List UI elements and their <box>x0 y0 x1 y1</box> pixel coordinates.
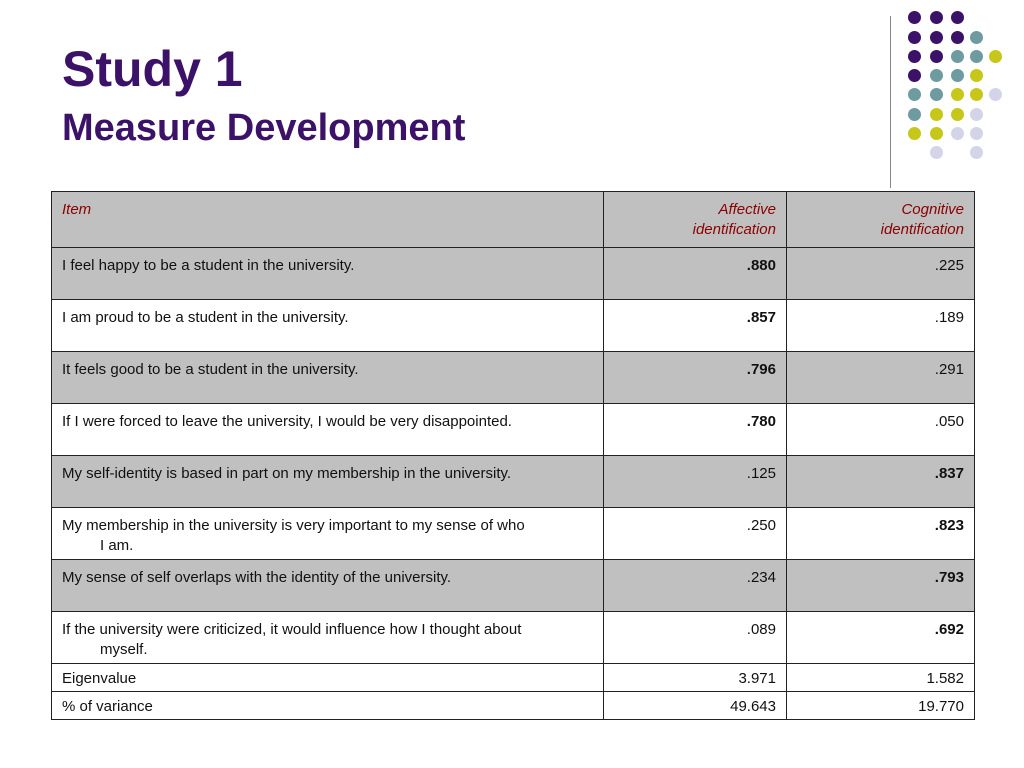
decorative-dot <box>908 88 921 101</box>
decorative-dot <box>930 50 943 63</box>
table-row <box>52 456 975 508</box>
decorative-dot <box>951 127 964 140</box>
decorative-dot <box>930 69 943 82</box>
item-cell: If the university were criticized, it would influence how I thought about myself. <box>52 612 604 664</box>
decorative-dot <box>930 88 943 101</box>
affective-loading: .089 <box>604 612 787 664</box>
affective-loading: .234 <box>604 560 787 612</box>
decorative-dot <box>970 127 983 140</box>
affective-stat: 3.971 <box>604 664 787 692</box>
decorative-dot <box>989 50 1002 63</box>
item-cell: If I were forced to leave the university, I would be very disappointed. <box>52 404 604 456</box>
decorative-dot <box>930 11 943 24</box>
affective-loading: .125 <box>604 456 787 508</box>
decorative-dot <box>930 146 943 159</box>
decorative-dot <box>970 50 983 63</box>
item-cell: I am proud to be a student in the university. <box>52 300 604 352</box>
table-body <box>52 248 975 720</box>
table-row <box>52 300 975 352</box>
cognitive-stat: 1.582 <box>787 664 975 692</box>
table-header-row <box>52 192 975 248</box>
cognitive-loading: .793 <box>787 560 975 612</box>
table-row <box>52 248 975 300</box>
item-cell: I feel happy to be a student in the university. <box>52 248 604 300</box>
item-cell: My self-identity is based in part on my membership in the university. <box>52 456 604 508</box>
table-row <box>52 664 975 692</box>
affective-stat: 49.643 <box>604 692 787 720</box>
affective-loading: .880 <box>604 248 787 300</box>
decorative-dot <box>951 108 964 121</box>
table-row <box>52 560 975 612</box>
slide-title: Study 1 <box>62 41 243 97</box>
decorative-dot <box>970 31 983 44</box>
affective-loading: .780 <box>604 404 787 456</box>
header-item: Item <box>52 192 604 248</box>
slide-subtitle: Measure Development <box>62 107 466 149</box>
decorative-dot <box>970 146 983 159</box>
affective-loading: .250 <box>604 508 787 560</box>
decorative-dot <box>908 50 921 63</box>
table-row <box>52 508 975 560</box>
cognitive-loading: .837 <box>787 456 975 508</box>
decorative-dot <box>951 31 964 44</box>
stat-label: % of variance <box>52 692 604 720</box>
decorative-dot <box>970 88 983 101</box>
decorative-dot <box>930 108 943 121</box>
decorative-dot <box>951 11 964 24</box>
title-block <box>62 40 465 152</box>
cognitive-loading: .050 <box>787 404 975 456</box>
decorative-dot <box>970 69 983 82</box>
decorative-dot <box>970 108 983 121</box>
table-row <box>52 404 975 456</box>
decorative-dot <box>908 69 921 82</box>
factor-loadings-table <box>51 191 975 720</box>
table-row <box>52 692 975 720</box>
header-cognitive: Cognitive identification <box>787 192 975 248</box>
table-row <box>52 612 975 664</box>
affective-loading: .796 <box>604 352 787 404</box>
decorative-divider <box>890 16 891 188</box>
decorative-dot <box>989 88 1002 101</box>
decorative-dot <box>908 11 921 24</box>
cognitive-loading: .225 <box>787 248 975 300</box>
item-cell: My membership in the university is very important to my sense of who I am. <box>52 508 604 560</box>
header-affective: Affective identification <box>604 192 787 248</box>
decorative-dot <box>908 108 921 121</box>
cognitive-loading: .291 <box>787 352 975 404</box>
decorative-dot <box>908 127 921 140</box>
item-cell: My sense of self overlaps with the identity of the university. <box>52 560 604 612</box>
cognitive-loading: .692 <box>787 612 975 664</box>
decorative-dot <box>951 88 964 101</box>
table-row <box>52 352 975 404</box>
cognitive-loading: .189 <box>787 300 975 352</box>
item-cell: It feels good to be a student in the university. <box>52 352 604 404</box>
decorative-dot <box>908 31 921 44</box>
decorative-dot <box>930 127 943 140</box>
cognitive-stat: 19.770 <box>787 692 975 720</box>
affective-loading: .857 <box>604 300 787 352</box>
decorative-dot <box>951 50 964 63</box>
decorative-dot <box>930 31 943 44</box>
stat-label: Eigenvalue <box>52 664 604 692</box>
decorative-dot <box>951 69 964 82</box>
cognitive-loading: .823 <box>787 508 975 560</box>
